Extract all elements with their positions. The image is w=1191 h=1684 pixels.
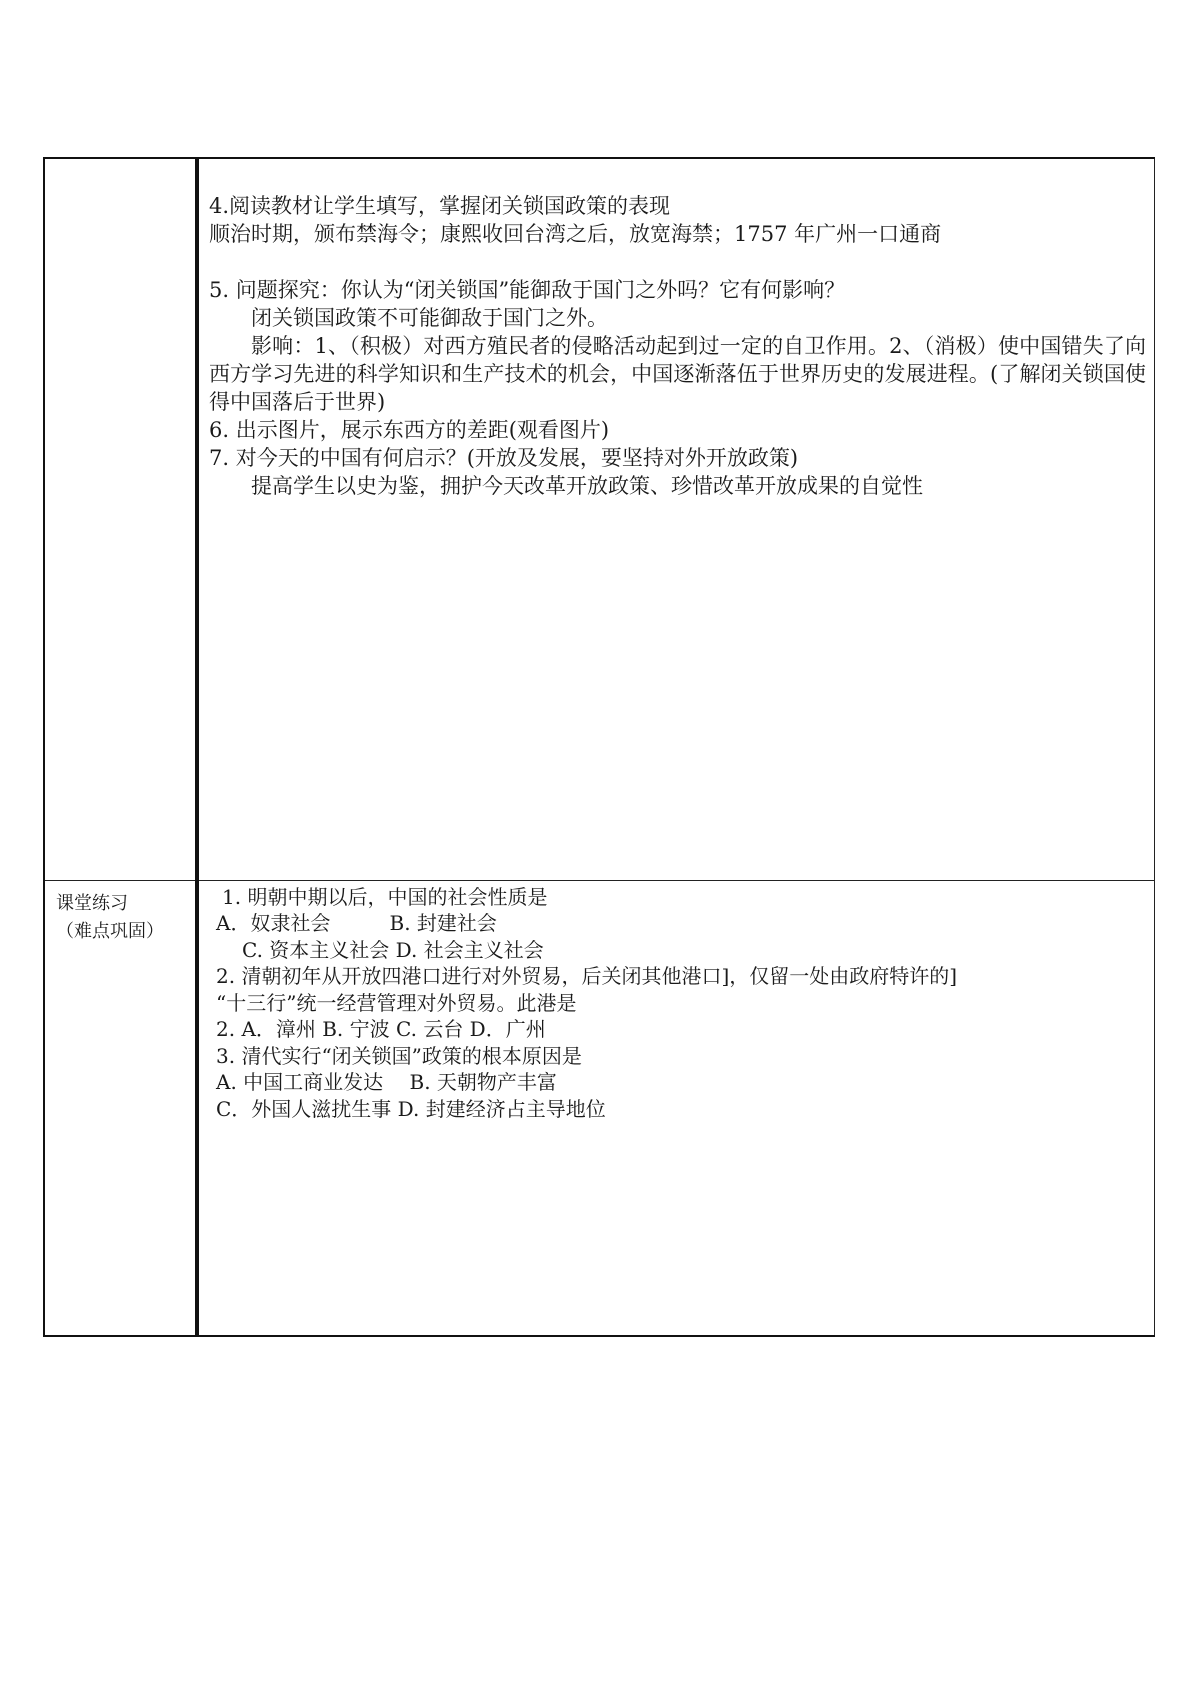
teaching-content bbox=[199, 159, 1154, 500]
content-line: 闭关锁国政策不可能御敌于国门之外。 bbox=[251, 306, 608, 330]
lesson-plan-table bbox=[43, 157, 1155, 1337]
question-line: “十三行”统一经营管理对外贸易。此港是 bbox=[216, 990, 577, 1015]
teaching-content-cell bbox=[197, 158, 1155, 880]
practice-content-cell bbox=[197, 880, 1155, 1336]
practice-label bbox=[45, 881, 195, 946]
content-line: 4.阅读教材让学生填写，掌握闭关锁国政策的表现 bbox=[209, 194, 671, 218]
content-line: 顺治时期，颁布禁海令；康熙收回台湾之后，放宽海禁；1757 年广州一口通商 bbox=[209, 222, 942, 246]
content-line: 5. 问题探究：你认为“闭关锁国”能御敌于国门之外吗？它有何影响？ bbox=[209, 278, 846, 302]
spacer bbox=[209, 248, 1146, 276]
practice-label-subtitle: （难点巩固） bbox=[56, 920, 164, 942]
question-line: 3. 清代实行“闭关锁国”政策的根本原因是 bbox=[216, 1043, 582, 1068]
question-line: 2. 清朝初年从开放四港口进行对外贸易，后关闭其他港口]，仅留一处由政府特许的] bbox=[216, 964, 958, 988]
practice-questions bbox=[199, 881, 1154, 1123]
practice-row bbox=[44, 880, 1155, 1336]
empty-label-cell bbox=[44, 158, 197, 880]
content-line: 7. 对今天的中国有何启示？(开放及发展，要坚持对外开放政策) bbox=[209, 446, 799, 470]
option-line: A. 中国工商业发达 B. 天朝物产丰富 bbox=[216, 1070, 557, 1094]
content-line: 提高学生以史为鉴，拥护今天改革开放政策、珍惜改革开放成果的自觉性 bbox=[251, 474, 923, 498]
option-line: A．奴隶社会 B. 封建社会 bbox=[216, 911, 497, 935]
question-line: 1. 明朝中期以后，中国的社会性质是 bbox=[222, 884, 548, 909]
option-line: C. 资本主义社会 D. 社会主义社会 bbox=[242, 937, 544, 962]
option-line: 2. A．漳州 B. 宁波 C. 云台 D．广州 bbox=[216, 1017, 546, 1041]
practice-label-title: 课堂练习 bbox=[56, 892, 128, 914]
teaching-process-row bbox=[44, 158, 1155, 880]
practice-label-cell bbox=[44, 880, 197, 1336]
option-line: C．外国人滋扰生事 D. 封建经济占主导地位 bbox=[216, 1096, 606, 1121]
content-line: 6. 出示图片，展示东西方的差距(观看图片) bbox=[209, 418, 610, 442]
content-paragraph: 影响：1、（积极）对西方殖民者的侵略活动起到过一定的自卫作用。2、（消极）使中国错失了向西方学习先进的科学知识和生产技术的机会，中国逐渐落伍于世界历史的发展进程。(了解闭关锁国使得中国落后于世界) bbox=[209, 334, 1146, 414]
